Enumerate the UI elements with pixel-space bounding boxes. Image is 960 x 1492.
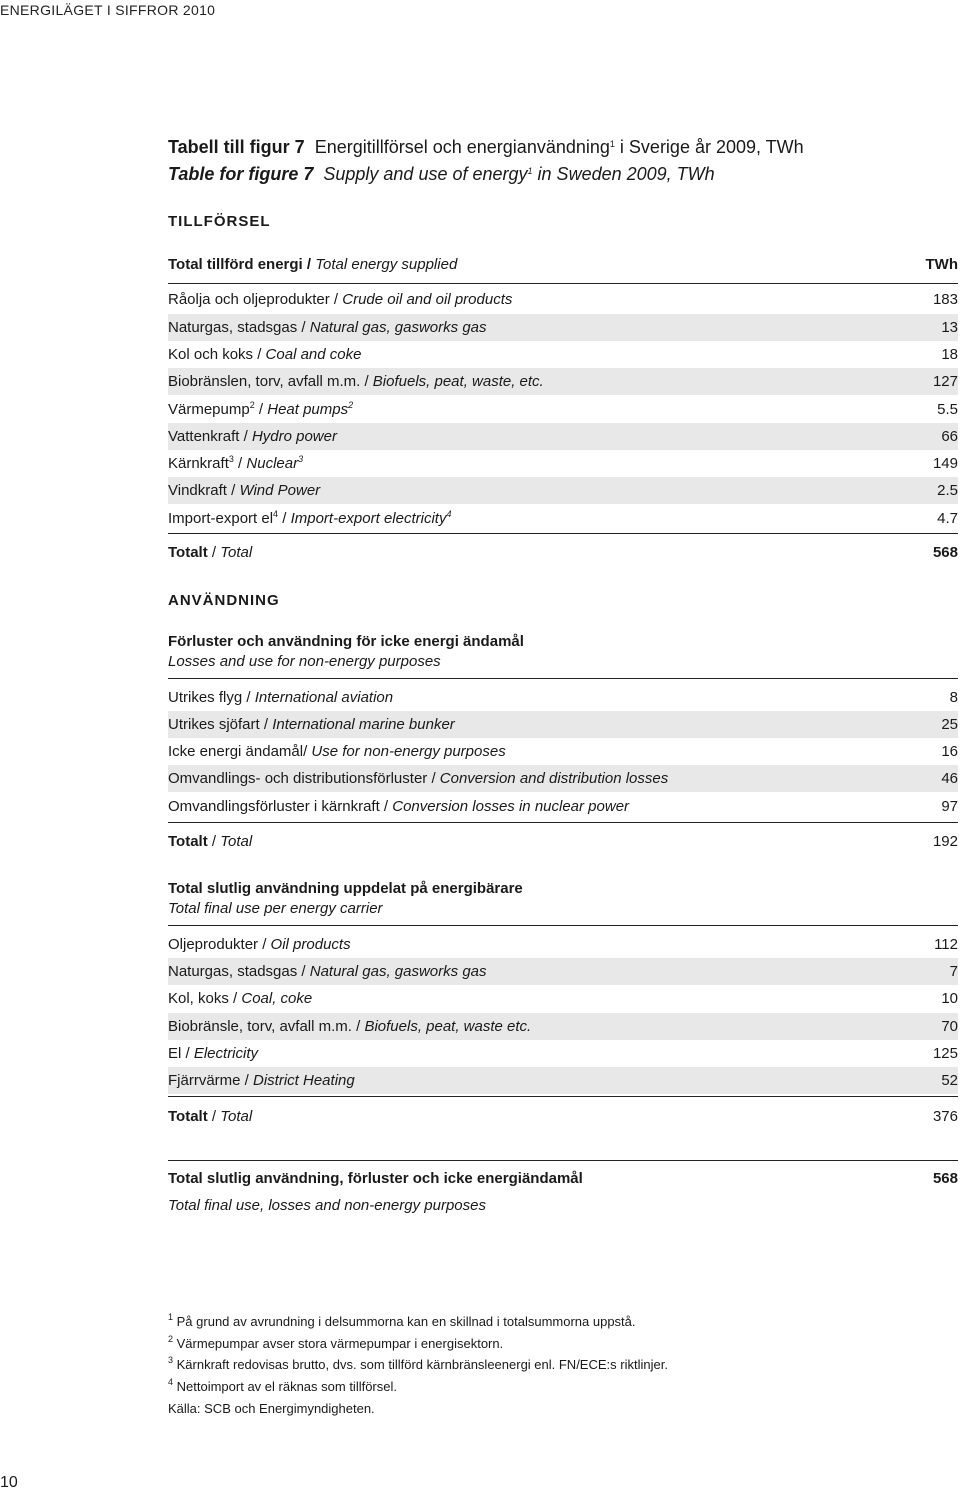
row-label [168, 985, 312, 1012]
table-row [168, 396, 958, 423]
title-english [168, 164, 715, 185]
title-swedish [168, 137, 804, 158]
row-value: 112 [934, 936, 958, 953]
row-label-sv: Värmepump [168, 401, 250, 418]
table-row [168, 1067, 958, 1094]
table-row [168, 286, 958, 313]
row-label [168, 368, 544, 395]
grand-total-value: 568 [932, 1170, 958, 1187]
footnote-text: Kärnkraft redovisas brutto, dvs. som tillförd kärnbränsleenergi enl. FN/ECE:s riktlinjer. [176, 1357, 668, 1372]
final-use-heading [168, 879, 523, 919]
footnote-mark: 3 [298, 454, 304, 464]
title-en-prefix: Table for figure 7 [168, 164, 314, 184]
row-value: 13 [941, 319, 958, 336]
table-row [168, 985, 958, 1012]
footnote-text: Värmepumpar avser stora värmepumpar i energisektorn. [176, 1336, 504, 1351]
total-label-en: Total [220, 544, 253, 561]
row-value: 46 [941, 770, 958, 787]
title-en-text: Supply and use of energy [323, 164, 528, 184]
row-label-en: Conversion losses in nuclear power [392, 798, 630, 815]
row-value: 149 [932, 455, 958, 472]
row-label-en: Nuclear [246, 455, 299, 472]
table-row [168, 738, 958, 765]
divider [168, 1096, 958, 1097]
row-label-en: Coal and coke [265, 346, 362, 363]
page-number: 10 [0, 1474, 18, 1491]
section-use: ANVÄNDNING [168, 592, 280, 609]
total-value: 192 [932, 833, 958, 850]
total-value: 568 [932, 544, 958, 561]
row-value: 70 [941, 1018, 958, 1035]
row-value: 10 [941, 990, 958, 1007]
row-label-sv: Råolja och oljeprodukter / [168, 291, 343, 308]
row-label-en: Crude oil and oil products [342, 291, 513, 308]
table-row [168, 477, 958, 504]
table-row [168, 931, 958, 958]
row-label-en: International aviation [254, 689, 394, 706]
row-label-sv: Omvandlingsförluster i kärnkraft / [168, 798, 393, 815]
row-label-en: Natural gas, gasworks gas [309, 319, 487, 336]
row-label-sv: Naturgas, stadsgas / [168, 963, 310, 980]
row-value: 18 [941, 346, 958, 363]
table-row [168, 341, 958, 368]
row-label [168, 314, 487, 341]
grand-total-row [168, 1165, 958, 1192]
grand-total-en-row [168, 1192, 958, 1219]
row-label-en: Electricity [193, 1045, 259, 1062]
row-value: 125 [932, 1045, 958, 1062]
row-label [168, 1013, 531, 1040]
title-en-suffix: in Sweden 2009, TWh [532, 164, 715, 184]
row-label [168, 958, 487, 985]
row-value: 4.7 [937, 510, 958, 527]
row-label: Totalt / Total [168, 544, 253, 561]
row-label-en: Import-export electricity [290, 510, 447, 527]
title-en-sup: 1 [527, 166, 533, 176]
row-label-en: Conversion and distribution losses [439, 770, 669, 787]
grand-total-label-en: Total final use, losses and non-energy purposes [168, 1197, 486, 1214]
row-value: 5.5 [937, 401, 958, 418]
footnote-number: 2 [168, 1334, 174, 1344]
row-value: 183 [932, 291, 958, 308]
row-label-en: Use for non-energy purposes [311, 743, 506, 760]
row-label-sv: Kol och koks / [168, 346, 266, 363]
row-label-en: Biofuels, peat, waste, etc. [372, 373, 544, 390]
row-label-sv: Vattenkraft / [168, 428, 252, 445]
table-row [168, 1040, 958, 1067]
losses-heading [168, 632, 524, 672]
row-label [168, 341, 361, 368]
final-use-heading-sv: Total slutlig användning uppdelat på energibärare [168, 880, 523, 897]
footnote [168, 1357, 668, 1372]
row-label [168, 1067, 355, 1094]
title-sv-prefix: Tabell till figur 7 [168, 137, 305, 157]
footnote-mark: 2 [249, 400, 255, 410]
row-label-en: Biofuels, peat, waste etc. [364, 1018, 532, 1035]
row-label [168, 765, 668, 792]
running-header: ENERGILÄGET I SIFFROR 2010 [0, 2, 216, 18]
row-label: Värmepump$^2$ / Heat pumps$^2$ [168, 400, 354, 418]
row-label-sv: Biobränsle, torv, avfall m.m. / [168, 1018, 365, 1035]
row-label-sv: Biobränslen, torv, avfall m.m. / [168, 373, 373, 390]
row-label-en: Coal, coke [241, 990, 313, 1007]
grand-total-label-sv: Total slutlig användning, förluster och icke energiändamål [168, 1170, 583, 1187]
losses-heading-en: Losses and use for non-energy purposes [168, 653, 441, 670]
row-label [168, 931, 351, 958]
table-row [168, 958, 958, 985]
row-label-sv: Fjärrvärme / [168, 1072, 254, 1089]
row-label [168, 286, 512, 313]
supply-total-row [168, 539, 958, 566]
row-value: 16 [941, 743, 958, 760]
table-row [168, 765, 958, 792]
final-use-heading-en: Total final use per energy carrier [168, 900, 383, 917]
row-label-sv: Utrikes sjöfart / [168, 716, 273, 733]
row-label [168, 423, 337, 450]
total-label-sv: Totalt [168, 1108, 208, 1125]
table-row [168, 684, 958, 711]
divider [168, 533, 958, 534]
divider [168, 1160, 958, 1161]
row-label-sv: Utrikes flyg / [168, 689, 255, 706]
title-sv-text: Energitillförsel och energianvändning [314, 137, 610, 157]
table-row [168, 793, 958, 820]
row-label-en: Heat pumps [267, 401, 349, 418]
row-label: Kärnkraft$^3$ / Nuclear$^3$ [168, 454, 304, 472]
row-value: 127 [932, 373, 958, 390]
row-label-en: Hydro power [251, 428, 337, 445]
footnote-mark: 3 [228, 454, 234, 464]
row-label-sv: Oljeprodukter / [168, 936, 271, 953]
total-label-sv: Totalt [168, 544, 208, 561]
supply-header-label [168, 251, 457, 278]
footnote-mark: 2 [348, 400, 354, 410]
divider [168, 283, 958, 284]
row-value: 52 [941, 1072, 958, 1089]
row-label-en: District Heating [253, 1072, 355, 1089]
divider [168, 678, 958, 679]
footnote-number: 4 [168, 1377, 174, 1387]
footnote-mark: 4 [273, 509, 279, 519]
footnote [168, 1314, 636, 1329]
footnote-number: 3 [168, 1355, 174, 1365]
row-value: 97 [941, 798, 958, 815]
row-value: 25 [941, 716, 958, 733]
table-row [168, 314, 958, 341]
divider [168, 925, 958, 926]
unit-label: TWh [925, 256, 958, 273]
row-label-en: International marine bunker [272, 716, 455, 733]
row-label-sv: Kol, koks / [168, 990, 242, 1007]
total-label-en: Total [220, 1108, 253, 1125]
footnote-number: 1 [168, 1312, 174, 1322]
losses-total-row [168, 828, 958, 855]
footnote-text: Nettoimport av el räknas som tillförsel. [176, 1379, 397, 1394]
row-value: 66 [941, 428, 958, 445]
row-label-sv: El / [168, 1045, 194, 1062]
row-label-sv: Kärnkraft [168, 455, 229, 472]
losses-heading-sv: Förluster och användning för icke energi ändamål [168, 633, 524, 650]
row-value: 7 [949, 963, 958, 980]
row-label [168, 477, 320, 504]
row-label: Import-export $el^4$ / Import-export electricity$^4$ [168, 509, 452, 527]
final-use-total-row [168, 1103, 958, 1130]
row-label [168, 738, 506, 765]
footnote-text: På grund av avrundning i delsummorna kan en skillnad i totalsummorna uppstå. [176, 1314, 636, 1329]
section-supply: TILLFÖRSEL [168, 213, 271, 230]
row-label-sv: Naturgas, stadsgas / [168, 319, 310, 336]
supply-header-sv: Total tillförd energi / [168, 256, 316, 273]
row-label: Totalt / Total [168, 833, 253, 850]
row-label-en: Natural gas, gasworks gas [309, 963, 487, 980]
table-row [168, 711, 958, 738]
footnote [168, 1336, 503, 1351]
row-label-en: Oil products [270, 936, 351, 953]
footnote [168, 1379, 397, 1394]
divider [168, 822, 958, 823]
total-value: 376 [932, 1108, 958, 1125]
table-row [168, 368, 958, 395]
title-sv-sup: 1 [609, 139, 615, 149]
row-label-sv: Omvandlings- och distributionsförluster / [168, 770, 440, 787]
table-row [168, 1013, 958, 1040]
total-label-en: Total [220, 833, 253, 850]
row-label-sv: Vindkraft / [168, 482, 240, 499]
footnote-mark: 4 [446, 509, 452, 519]
table-row [168, 450, 958, 477]
row-label [168, 1040, 258, 1067]
row-label-en: Wind Power [239, 482, 321, 499]
row-label: Totalt / Total [168, 1108, 253, 1125]
total-label-sv: Totalt [168, 833, 208, 850]
row-label [168, 793, 629, 820]
table-row [168, 505, 958, 532]
row-label-sv: Icke energi ändamål/ [168, 743, 312, 760]
row-label-sv: Import-export el [168, 510, 274, 527]
supply-header-row [168, 251, 958, 278]
row-value: 8 [949, 689, 958, 706]
source-note: Källa: SCB och Energimyndigheten. [168, 1401, 375, 1416]
supply-header-en: Total energy supplied [315, 256, 458, 273]
row-value: 2.5 [937, 482, 958, 499]
title-sv-suffix: i Sverige år 2009, TWh [614, 137, 804, 157]
table-row [168, 423, 958, 450]
row-label [168, 684, 393, 711]
row-label [168, 711, 455, 738]
